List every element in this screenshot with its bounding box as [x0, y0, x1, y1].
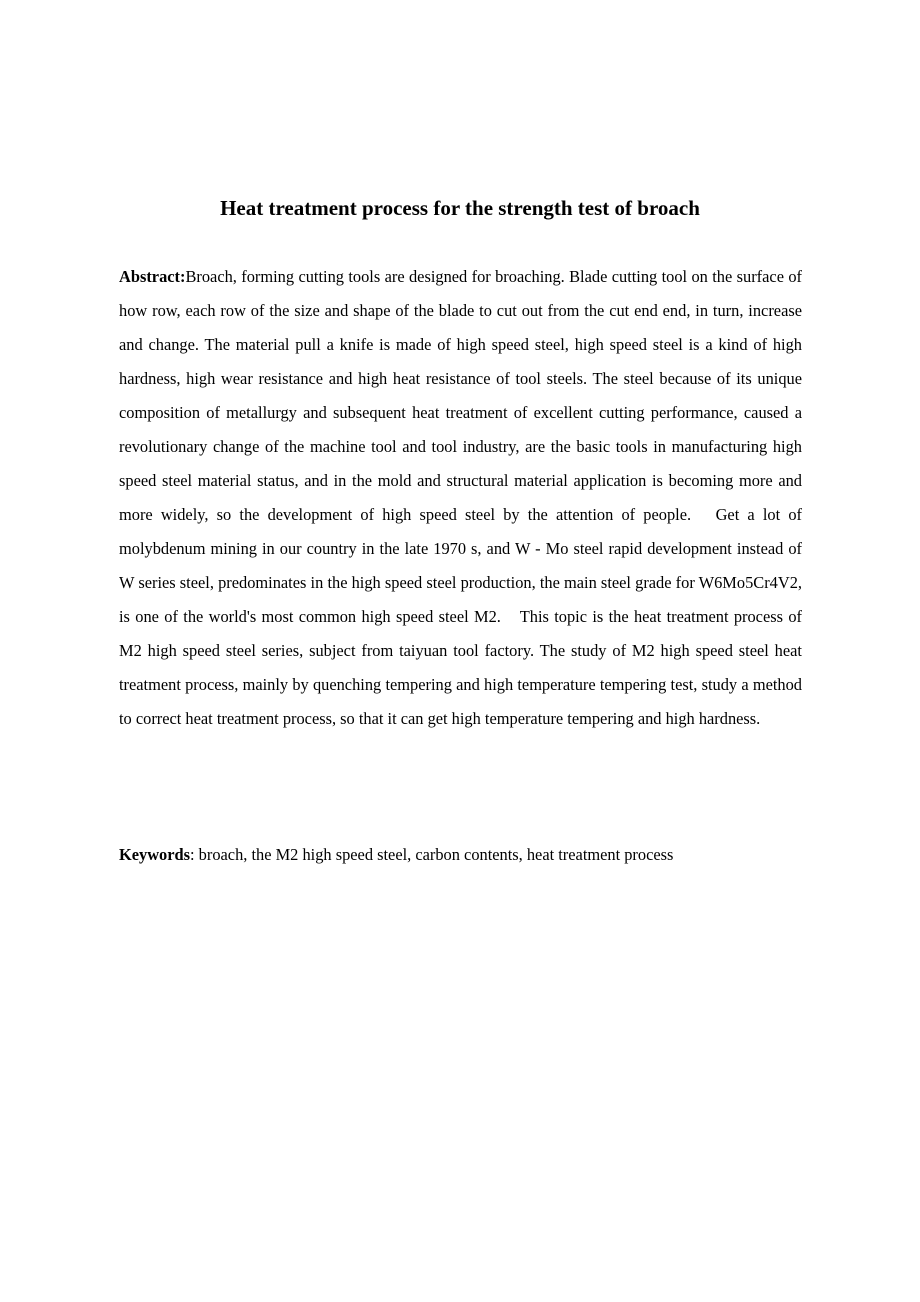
keywords-label: Keywords	[119, 845, 191, 864]
document-title: Heat treatment process for the strength test of broach	[220, 196, 700, 220]
abstract-text: Broach, forming cutting tools are designed for broaching. Blade cutting tool on the surface of how row, each row of the size and shape of the blade to cut out from the cut end end, in turn, increase and change. The material pull a knife is made of high speed steel, high speed steel is a kind of high hardness, high wear resistance and high heat resistance of tool steels. The steel because of its unique composition of metallurgy and subsequent heat treatment of excellent cutting performance, caused a revolutionary change of the machine tool and tool industry, are the basic tools in manufacturing high speed steel material status, and in the mold and structural material application is becoming more and more widely, so the development of high speed steel by the attention of people. Get a lot of molybdenum mining in our country in the late 1970 s, and W - Mo steel rapid development instead of W series steel, predominates in the high speed steel production, the main steel grade for W6Mo5Cr4V2, is one of the world's most common high speed steel M2. This topic is the heat treatment process of M2 high speed steel series, subject from taiyuan tool factory. The study of M2 high speed steel heat treatment process, mainly by quenching tempering and high temperature tempering test, study a method to correct heat treatment process, so that it can get high temperature tempering and high hardness.	[119, 267, 802, 728]
abstract-label: Abstract:	[119, 267, 186, 286]
abstract-paragraph	[119, 260, 802, 736]
keywords-text: : broach, the M2 high speed steel, carbon contents, heat treatment process	[190, 845, 674, 864]
keywords-paragraph	[119, 838, 802, 872]
